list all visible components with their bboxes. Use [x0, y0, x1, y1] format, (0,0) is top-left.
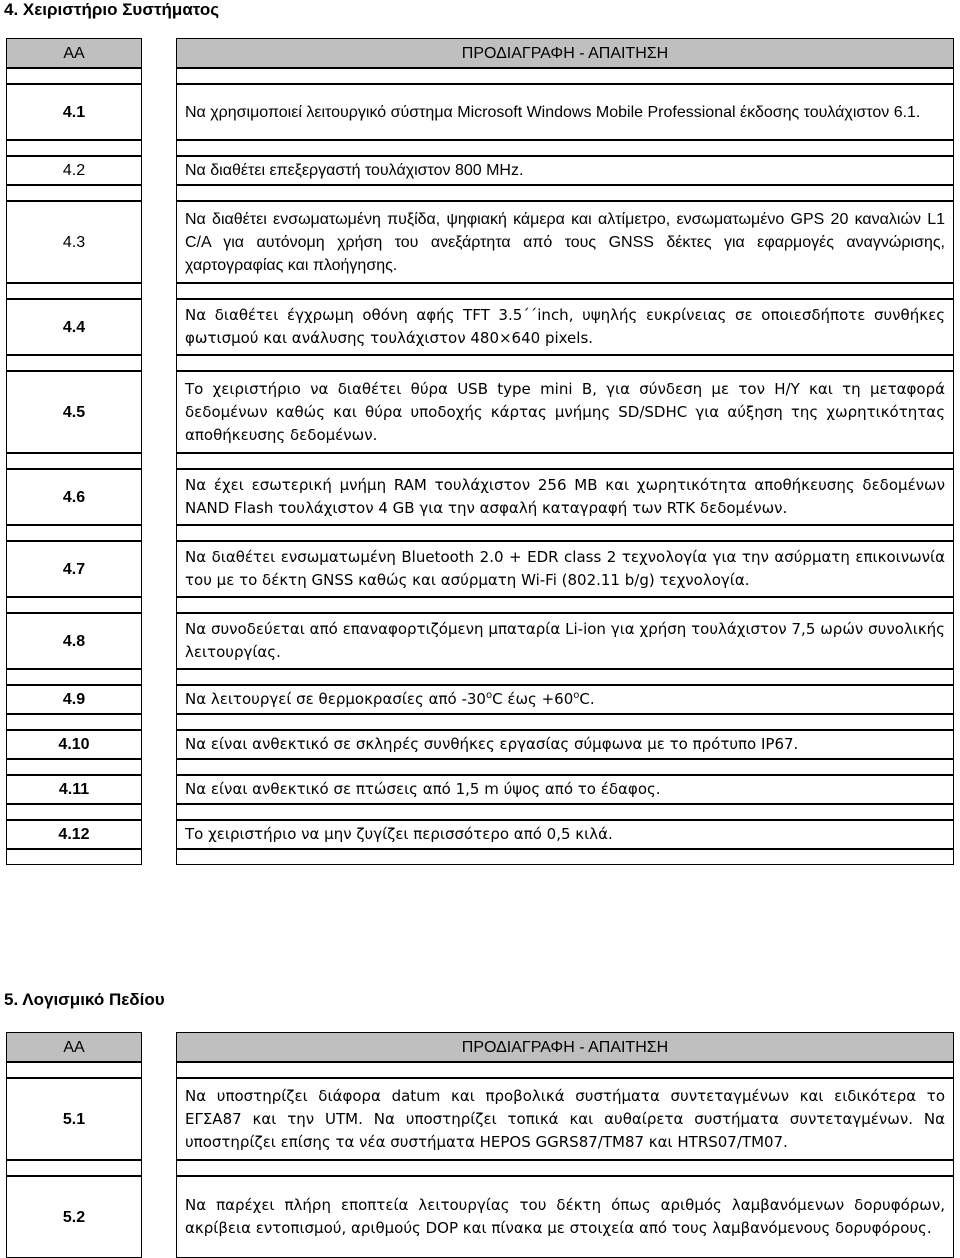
row-number: 5.2 — [6, 1176, 142, 1258]
section-4-title: 4. Χειριστήριο Συστήματος — [4, 0, 220, 19]
row-number: 4.2 — [6, 156, 142, 185]
row-number: 4.11 — [6, 775, 142, 804]
degree-sup-1: o — [485, 690, 493, 701]
table-row — [6, 775, 954, 804]
section-4-table — [6, 38, 954, 865]
table-row — [6, 820, 954, 849]
row-text: Να είναι ανθεκτικό σε σκληρές συνθήκες εργασίας σύμφωνα με το πρότυπο IP67. — [176, 730, 954, 759]
row-number: 4.4 — [6, 299, 142, 355]
row-text: Να διαθέτει ενσωματωμένη Bluetooth 2.0 + EDR class 2 τεχνολογία για την ασύρματη επικοινωνία του με το δέκτη GNSS καθώς και ασύρματη Wi-Fi (802.11 b/g) τεχνολογία. — [176, 541, 954, 597]
temp-text-after: C. — [579, 690, 595, 708]
table-header — [6, 38, 954, 68]
column-header-spec: ΠΡΟΔΙΑΓΡΑΦΗ - ΑΠΑΙΤΗΣΗ — [176, 1032, 954, 1062]
row-number: 4.5 — [6, 371, 142, 453]
table-row — [6, 1176, 954, 1258]
table-row — [6, 84, 954, 140]
row-text: Να παρέχει πλήρη εποπτεία λειτουργίας του δέκτη όπως αριθμός λαμβανόμενων δορυφόρων, ακρίβεια εντοπισμού, αριθμούς DOP και πίνακα με στοιχεία από τους λαμβανόμενους δορυφόρους. — [176, 1176, 954, 1258]
temp-text-before: Να λειτουργεί σε θερμοκρασίες από -30 — [185, 690, 486, 708]
row-text: Να διαθέτει ενσωματωμένη πυξίδα, ψηφιακή κάμερα και αλτίμετρο, ενσωματωμένο GPS 20 καναλιών L1 C/A για αυτόνομη χρήση του ανεξάρτητα από τους GNSS δέκτες για εφαρμογές αναγνώρισης, χαρτογραφίας και πλοήγησης. — [176, 201, 954, 283]
row-number: 4.10 — [6, 730, 142, 759]
table-row — [6, 156, 954, 185]
row-text: Το χειριστήριο να μην ζυγίζει περισσότερο από 0,5 κιλά. — [176, 820, 954, 849]
row-number: 4.1 — [6, 84, 142, 140]
table-row — [6, 371, 954, 453]
table-row — [6, 469, 954, 525]
column-header-aa: ΑΑ — [6, 38, 142, 68]
row-number: 4.7 — [6, 541, 142, 597]
row-number: 4.3 — [6, 201, 142, 283]
row-text: Να είναι ανθεκτικό σε πτώσεις από 1,5 m ύψος από το έδαφος. — [176, 775, 954, 804]
column-header-aa: ΑΑ — [6, 1032, 142, 1062]
row-number: 4.9 — [6, 685, 142, 714]
table-row — [6, 1078, 954, 1160]
table-header — [6, 1032, 954, 1062]
row-text: Να υποστηρίζει διάφορα datum και προβολικά συστήματα συντεταγμένων και ειδικότερα το ΕΓΣΑ87 και την UTM. Να υποστηρίζει τοπικά και αυθαίρετα συστήματα συντεταγμένων. Να υποστηρίζει επίσης τα νέα συστήματα HEPOS GGRS87/TM87 και HTRS07/TM07. — [176, 1078, 954, 1160]
row-text: Να έχει εσωτερική μνήμη RAM τουλάχιστον 256 MB και χωρητικότητα αποθήκευσης δεδομένων NAND Flash τουλάχιστον 4 GB για την ασφαλή καταγραφή των RTK δεδομένων. — [176, 469, 954, 525]
row-text: Να συνοδεύεται από επαναφορτιζόμενη μπαταρία Li-ion για χρήση τουλάχιστον 7,5 ωρών συνολικής λειτουργίας. — [176, 613, 954, 669]
row-text: Να διαθέτει επεξεργαστή τουλάχιστον 800 MHz. — [176, 156, 954, 185]
row-number: 4.8 — [6, 613, 142, 669]
temp-text-mid: C έως +60 — [492, 690, 574, 708]
table-row — [6, 541, 954, 597]
row-text — [176, 685, 954, 714]
row-text: Το χειριστήριο να διαθέτει θύρα USB type mini B, για σύνδεση με τον Η/Υ και τη μεταφορά δεδομένων καθώς και θύρα υποδοχής κάρτας μνήμης SD/SDHC για αύξηση της χωρητικότητας αποθήκευσης δεδομένων. — [176, 371, 954, 453]
row-number: 4.12 — [6, 820, 142, 849]
table-row — [6, 201, 954, 283]
section-5-table — [6, 1032, 954, 1258]
table-row — [6, 685, 954, 714]
table-row — [6, 299, 954, 355]
row-text: Να χρησιμοποιεί λειτουργικό σύστημα Microsoft Windows Mobile Professional έκδοσης τουλάχιστον 6.1. — [176, 84, 954, 140]
degree-sup-2: o — [573, 690, 580, 701]
section-5-title: 5. Λογισμικό Πεδίου — [4, 990, 165, 1009]
table-row — [6, 613, 954, 669]
column-header-spec: ΠΡΟΔΙΑΓΡΑΦΗ - ΑΠΑΙΤΗΣΗ — [176, 38, 954, 68]
row-number: 5.1 — [6, 1078, 142, 1160]
row-text: Να διαθέτει έγχρωμη οθόνη αφής TFT 3.5΄΄inch, υψηλής ευκρίνειας σε οποιεσδήποτε συνθήκες φωτισμού και ανάλυσης τουλάχιστον 480×640 pixels. — [176, 299, 954, 355]
row-number: 4.6 — [6, 469, 142, 525]
table-row — [6, 730, 954, 759]
